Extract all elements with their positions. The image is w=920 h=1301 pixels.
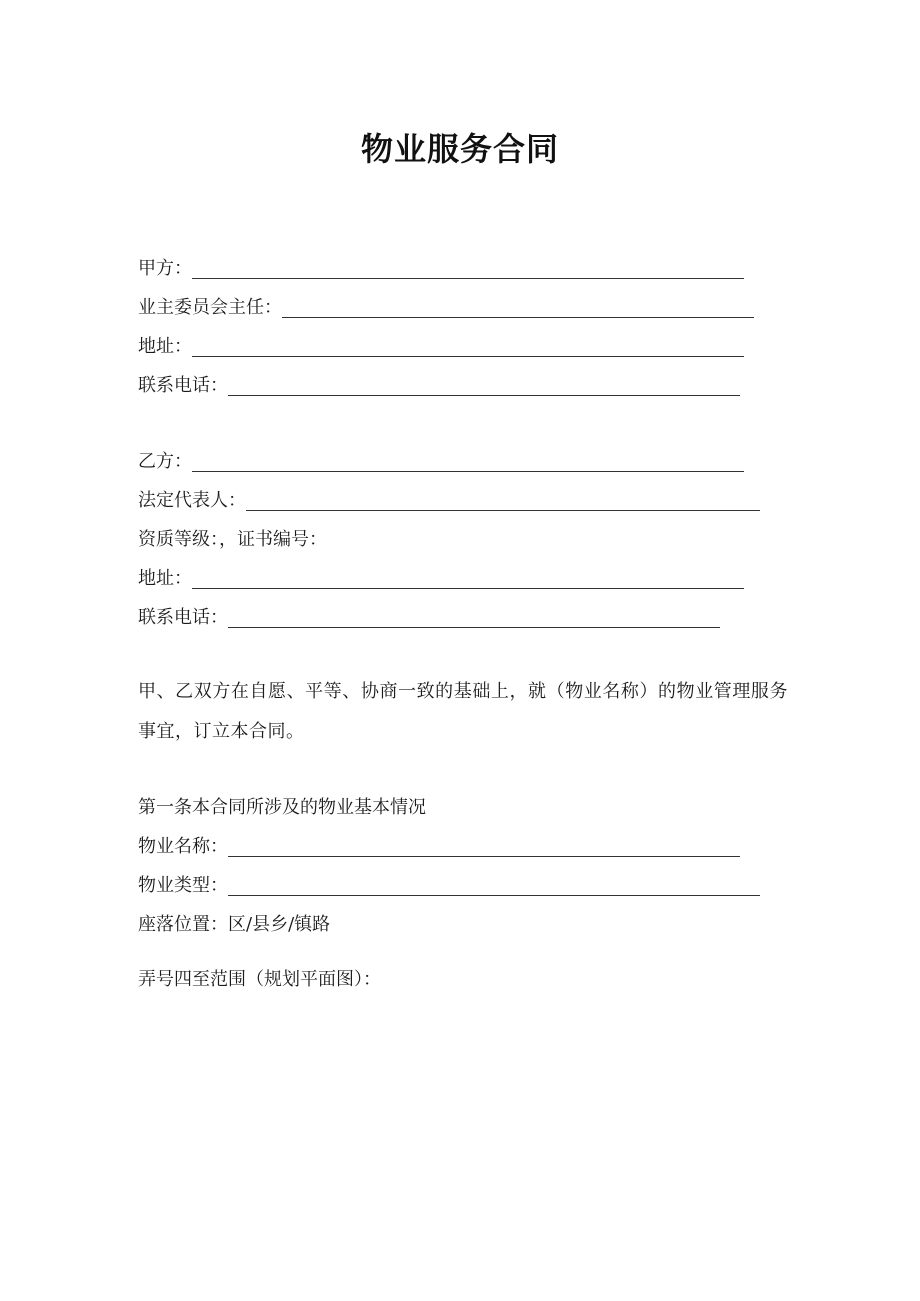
- party-b-name-label: 乙方：: [138, 451, 192, 472]
- party-b-name-blank[interactable]: [192, 451, 744, 472]
- party-a-chairman-blank[interactable]: [282, 297, 754, 318]
- property-name-row: [138, 834, 740, 860]
- document-title: 物业服务合同: [360, 130, 559, 168]
- scope-label: 弄号四至范围（规划平面图）：: [138, 969, 381, 990]
- intro-paragraph: 甲、乙双方在自愿、平等、协商一致的基础上，就（物业名称）的物业管理服务事宜，订立本合同。: [138, 681, 788, 742]
- party-a-name-blank[interactable]: [192, 258, 744, 279]
- party-a-phone-row: [138, 373, 740, 399]
- property-type-row: [138, 873, 760, 899]
- party-a-phone-blank[interactable]: [228, 375, 740, 396]
- location-row: [138, 912, 330, 938]
- party-a-address-label: 地址：: [138, 336, 192, 357]
- party-b-address-blank[interactable]: [192, 568, 744, 589]
- property-type-blank[interactable]: [228, 875, 760, 896]
- party-b-phone-blank[interactable]: [228, 607, 720, 628]
- scope-row: [138, 967, 381, 993]
- party-a-address-row: [138, 334, 744, 360]
- property-name-blank[interactable]: [228, 836, 740, 857]
- property-type-label: 物业类型：: [138, 875, 228, 896]
- party-a-name-row: [138, 256, 744, 282]
- party-b-qualification-row: [138, 527, 327, 553]
- party-a-phone-label: 联系电话：: [138, 375, 228, 396]
- party-b-address-row: [138, 566, 744, 592]
- party-b-name-row: [138, 449, 744, 475]
- party-a-address-blank[interactable]: [192, 336, 744, 357]
- party-b-legal-rep-row: [138, 488, 760, 514]
- property-name-label: 物业名称：: [138, 836, 228, 857]
- party-b-phone-label: 联系电话：: [138, 607, 228, 628]
- party-b-qualification-label: 资质等级：，证书编号：: [138, 529, 327, 550]
- article-one-heading-text: 第一条本合同所涉及的物业基本情况: [138, 797, 426, 818]
- article-one-heading: [138, 795, 426, 821]
- party-b-phone-row: [138, 605, 720, 631]
- party-a-chairman-label: 业主委员会主任：: [138, 297, 282, 318]
- party-b-address-label: 地址：: [138, 568, 192, 589]
- location-label: 座落位置：区/县乡/镇路: [138, 914, 331, 935]
- party-b-legal-rep-label: 法定代表人：: [138, 490, 246, 511]
- party-b-legal-rep-blank[interactable]: [246, 490, 760, 511]
- party-a-chairman-row: [138, 295, 754, 321]
- party-a-name-label: 甲方：: [138, 258, 192, 279]
